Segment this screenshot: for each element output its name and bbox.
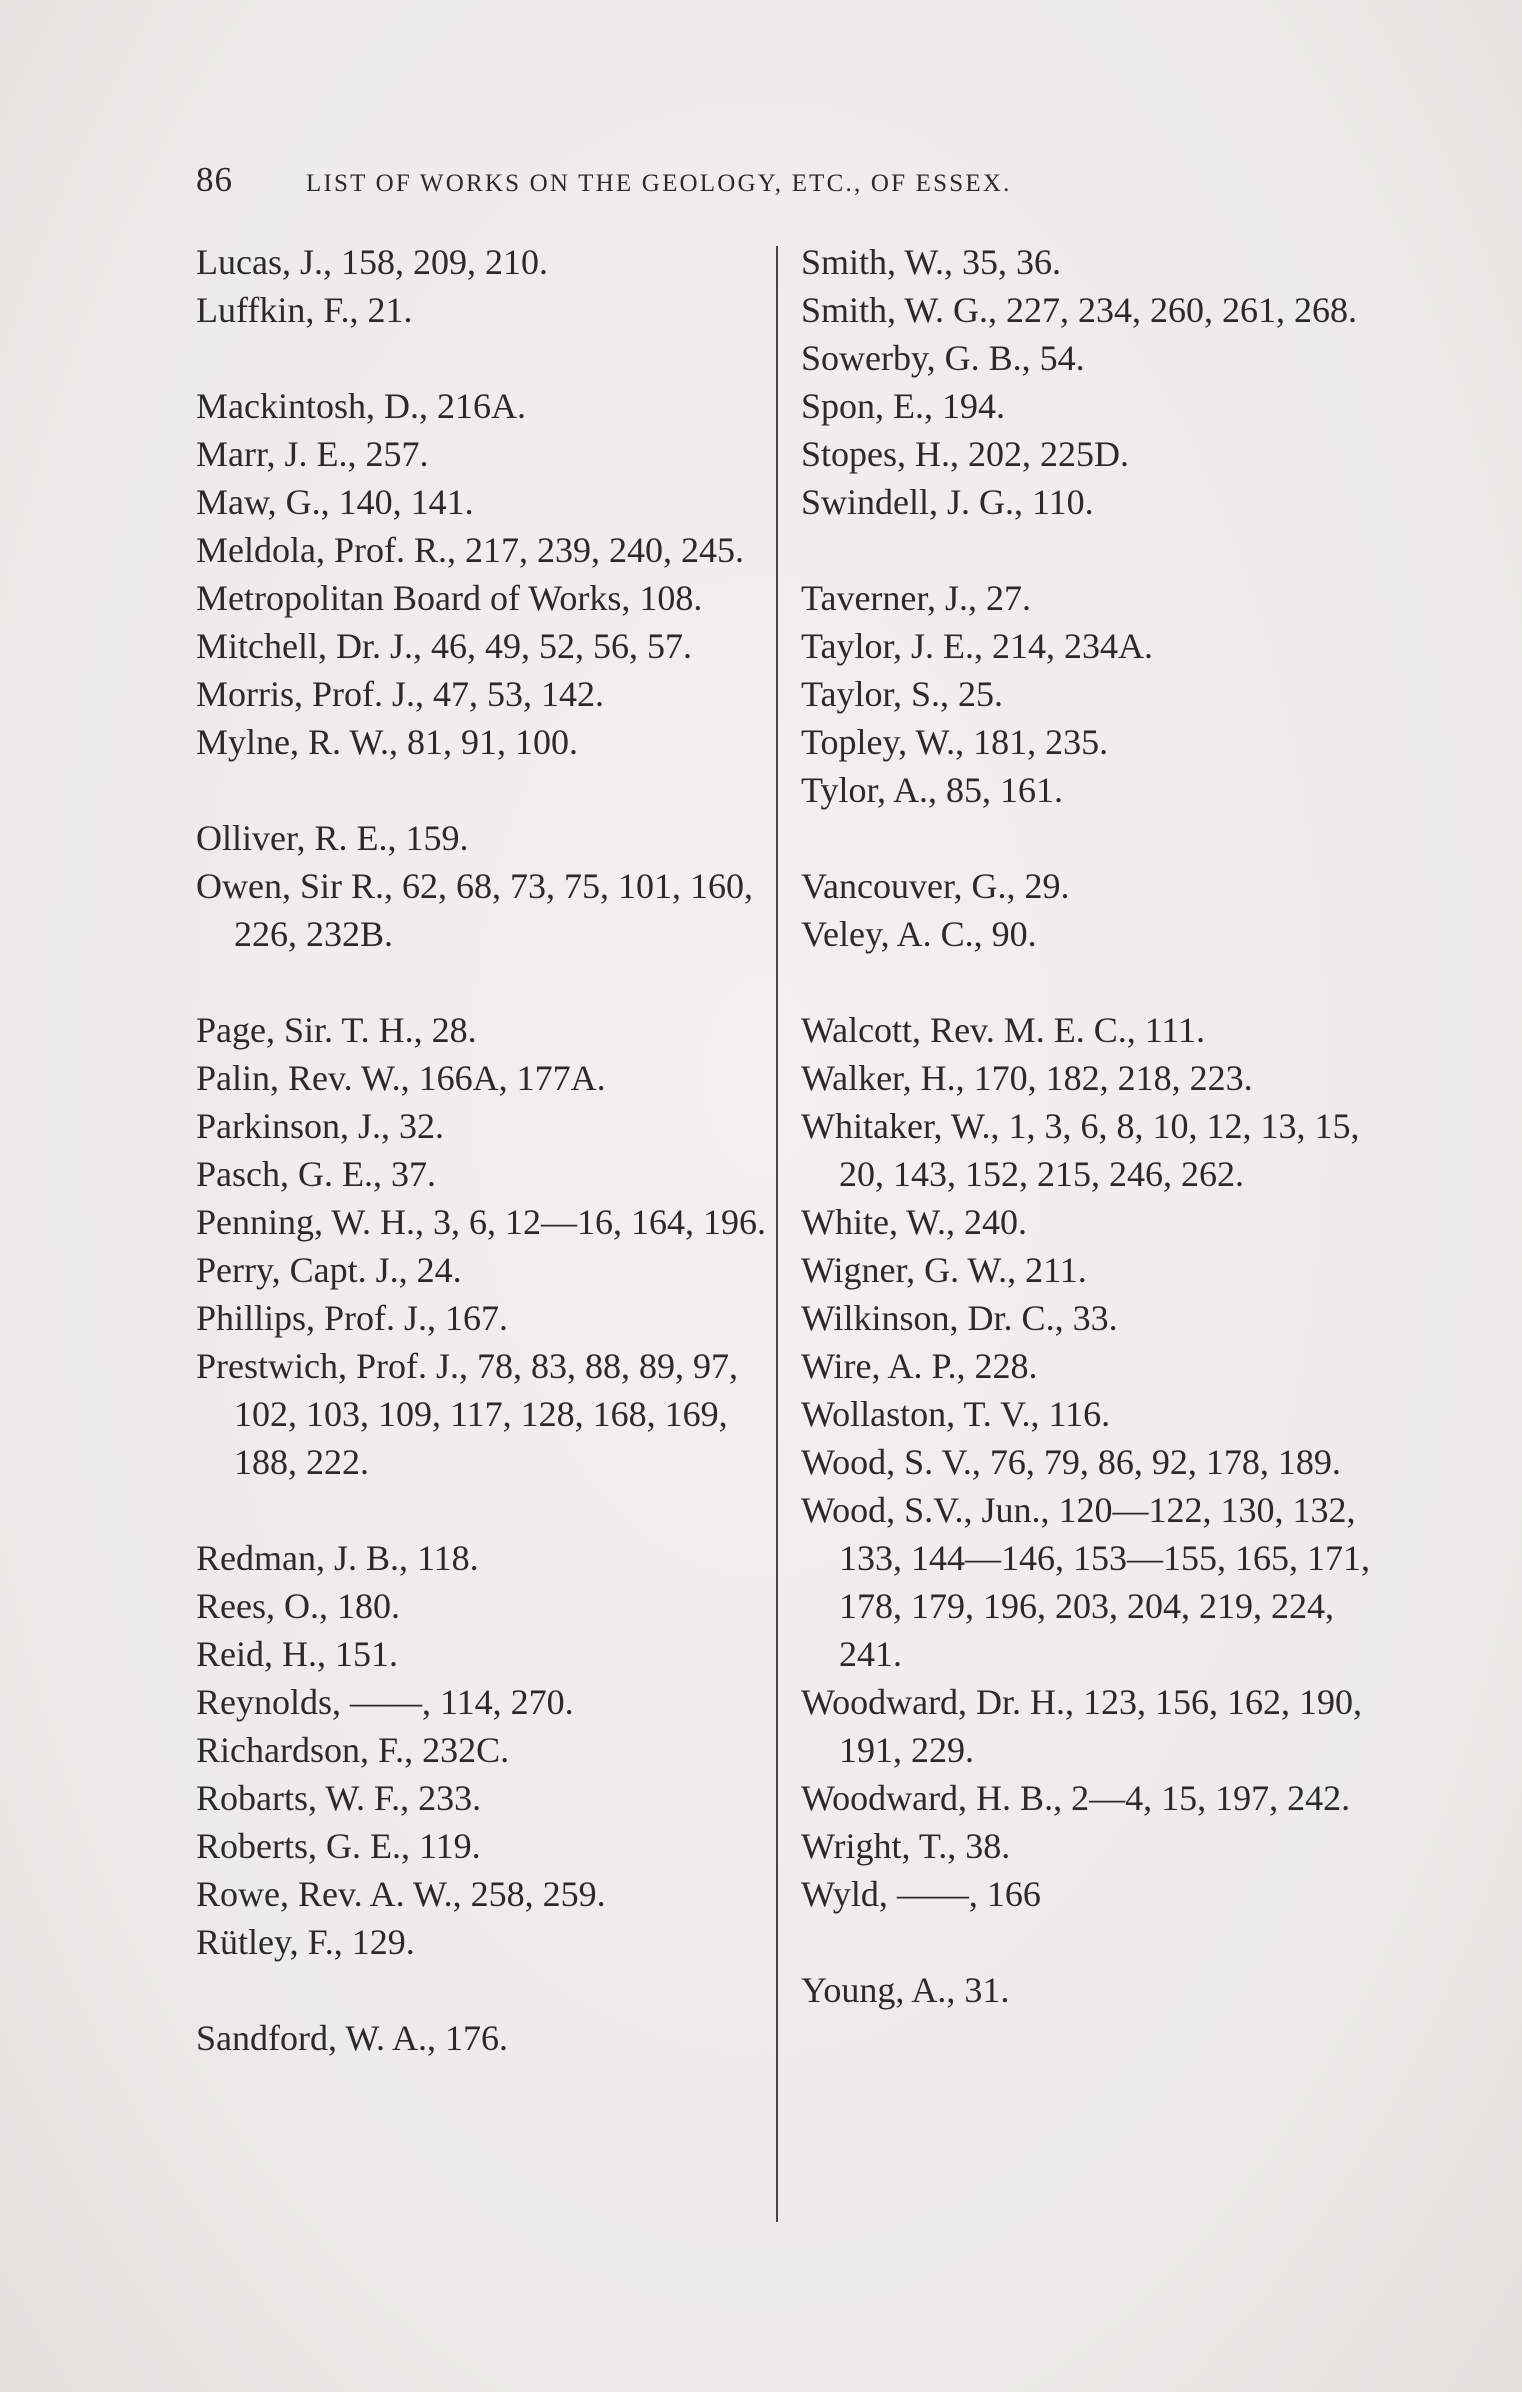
- running-head: LIST OF WORKS ON THE GEOLOGY, ETC., OF ESSEX.: [306, 170, 1012, 197]
- index-entry: White, W., 240.: [801, 1202, 1027, 1242]
- index-entry: Prestwich, Prof. J., 78, 83, 88, 89, 97, 102, 103, 109, 117, 128, 168, 169, 188, 222.: [196, 1346, 738, 1482]
- index-entry: Meldola, Prof. R., 217, 239, 240, 245.: [196, 530, 744, 570]
- index-column-left: [196, 238, 771, 2062]
- index-entry: Phillips, Prof. J., 167.: [196, 1298, 509, 1338]
- page-number: 86: [196, 160, 233, 199]
- index-entry: Wire, A. P., 228.: [801, 1346, 1038, 1386]
- index-entry: Parkinson, J., 32.: [196, 1106, 445, 1146]
- index-entry: Penning, W. H., 3, 6, 12—16, 164, 196.: [196, 1202, 767, 1242]
- index-entry: Wood, S. V., 76, 79, 86, 92, 178, 189.: [801, 1442, 1341, 1482]
- index-entry: Swindell, J. G., 110.: [801, 482, 1094, 522]
- index-entry: Spon, E., 194.: [801, 386, 1006, 426]
- index-entry: Pasch, G. E., 37.: [196, 1154, 436, 1194]
- index-entry: Reynolds, ——, 114, 270.: [196, 1682, 574, 1722]
- index-entry: Taylor, S., 25.: [801, 674, 1004, 714]
- index-entry: Robarts, W. F., 233.: [196, 1778, 482, 1818]
- index-entry: Reid, H., 151.: [196, 1634, 398, 1674]
- index-entry: Redman, J. B., 118.: [196, 1538, 479, 1578]
- index-entry: Wood, S.V., Jun., 120—122, 130, 132, 133, 144—146, 153—155, 165, 171, 178, 179, 196, 203, 204, 219, 224, 241.: [801, 1490, 1370, 1674]
- index-entry: Rowe, Rev. A. W., 258, 259.: [196, 1874, 606, 1914]
- index-entry: Whitaker, W., 1, 3, 6, 8, 10, 12, 13, 15, 20, 143, 152, 215, 246, 262.: [801, 1106, 1360, 1194]
- index-entry: Palin, Rev. W., 166A, 177A.: [196, 1058, 606, 1098]
- index-entry: Owen, Sir R., 62, 68, 73, 75, 101, 160, 226, 232B.: [196, 866, 753, 954]
- index-entry: Richardson, F., 232C.: [196, 1730, 510, 1770]
- index-entry: Walker, H., 170, 182, 218, 223.: [801, 1058, 1253, 1098]
- index-entry: Rütley, F., 129.: [196, 1922, 415, 1962]
- index-entry: Veley, A. C., 90.: [801, 914, 1037, 954]
- index-entry: Roberts, G. E., 119.: [196, 1826, 481, 1866]
- index-entry: Topley, W., 181, 235.: [801, 722, 1109, 762]
- index-entry: Rees, O., 180.: [196, 1586, 400, 1626]
- index-entry: Taylor, J. E., 214, 234A.: [801, 626, 1154, 666]
- index-entry: Wilkinson, Dr. C., 33.: [801, 1298, 1118, 1338]
- index-entry: Page, Sir. T. H., 28.: [196, 1010, 477, 1050]
- page-header: [196, 160, 1256, 210]
- index-entry: Young, A., 31.: [801, 1970, 1010, 2010]
- index-entry: Wyld, ——, 166: [801, 1874, 1041, 1914]
- index-entry: Woodward, Dr. H., 123, 156, 162, 190, 191, 229.: [801, 1682, 1363, 1770]
- index-entry: Tylor, A., 85, 161.: [801, 770, 1064, 810]
- index-entry: Sandford, W. A., 176.: [196, 2018, 509, 2058]
- index-entry: Luffkin, F., 21.: [196, 290, 413, 330]
- index-entry: Morris, Prof. J., 47, 53, 142.: [196, 674, 605, 714]
- index-entry: Walcott, Rev. M. E. C., 111.: [801, 1010, 1206, 1050]
- index-entry: Sowerby, G. B., 54.: [801, 338, 1085, 378]
- index-entry: Mylne, R. W., 81, 91, 100.: [196, 722, 579, 762]
- index-entry: Wigner, G. W., 211.: [801, 1250, 1087, 1290]
- index-entry: Maw, G., 140, 141.: [196, 482, 474, 522]
- index-entry: Smith, W. G., 227, 234, 260, 261, 268.: [801, 290, 1358, 330]
- index-entry: Marr, J. E., 257.: [196, 434, 429, 474]
- index-entry: Woodward, H. B., 2—4, 15, 197, 242.: [801, 1778, 1351, 1818]
- index-entry: Wollaston, T. V., 116.: [801, 1394, 1111, 1434]
- index-entry: Perry, Capt. J., 24.: [196, 1250, 462, 1290]
- index-entry: Vancouver, G., 29.: [801, 866, 1070, 906]
- index-entry: Mackintosh, D., 216A.: [196, 386, 526, 426]
- index-entry: Lucas, J., 158, 209, 210.: [196, 242, 548, 282]
- index-entry: Smith, W., 35, 36.: [801, 242, 1062, 282]
- index-entry: Metropolitan Board of Works, 108.: [196, 578, 703, 618]
- index-entry: Mitchell, Dr. J., 46, 49, 52, 56, 57.: [196, 626, 692, 666]
- index-entry: Wright, T., 38.: [801, 1826, 1011, 1866]
- column-divider: [776, 246, 778, 2222]
- index-entry: Stopes, H., 202, 225D.: [801, 434, 1130, 474]
- index-column-right: [801, 238, 1376, 2014]
- index-entry: Olliver, R. E., 159.: [196, 818, 469, 858]
- index-entry: Taverner, J., 27.: [801, 578, 1031, 618]
